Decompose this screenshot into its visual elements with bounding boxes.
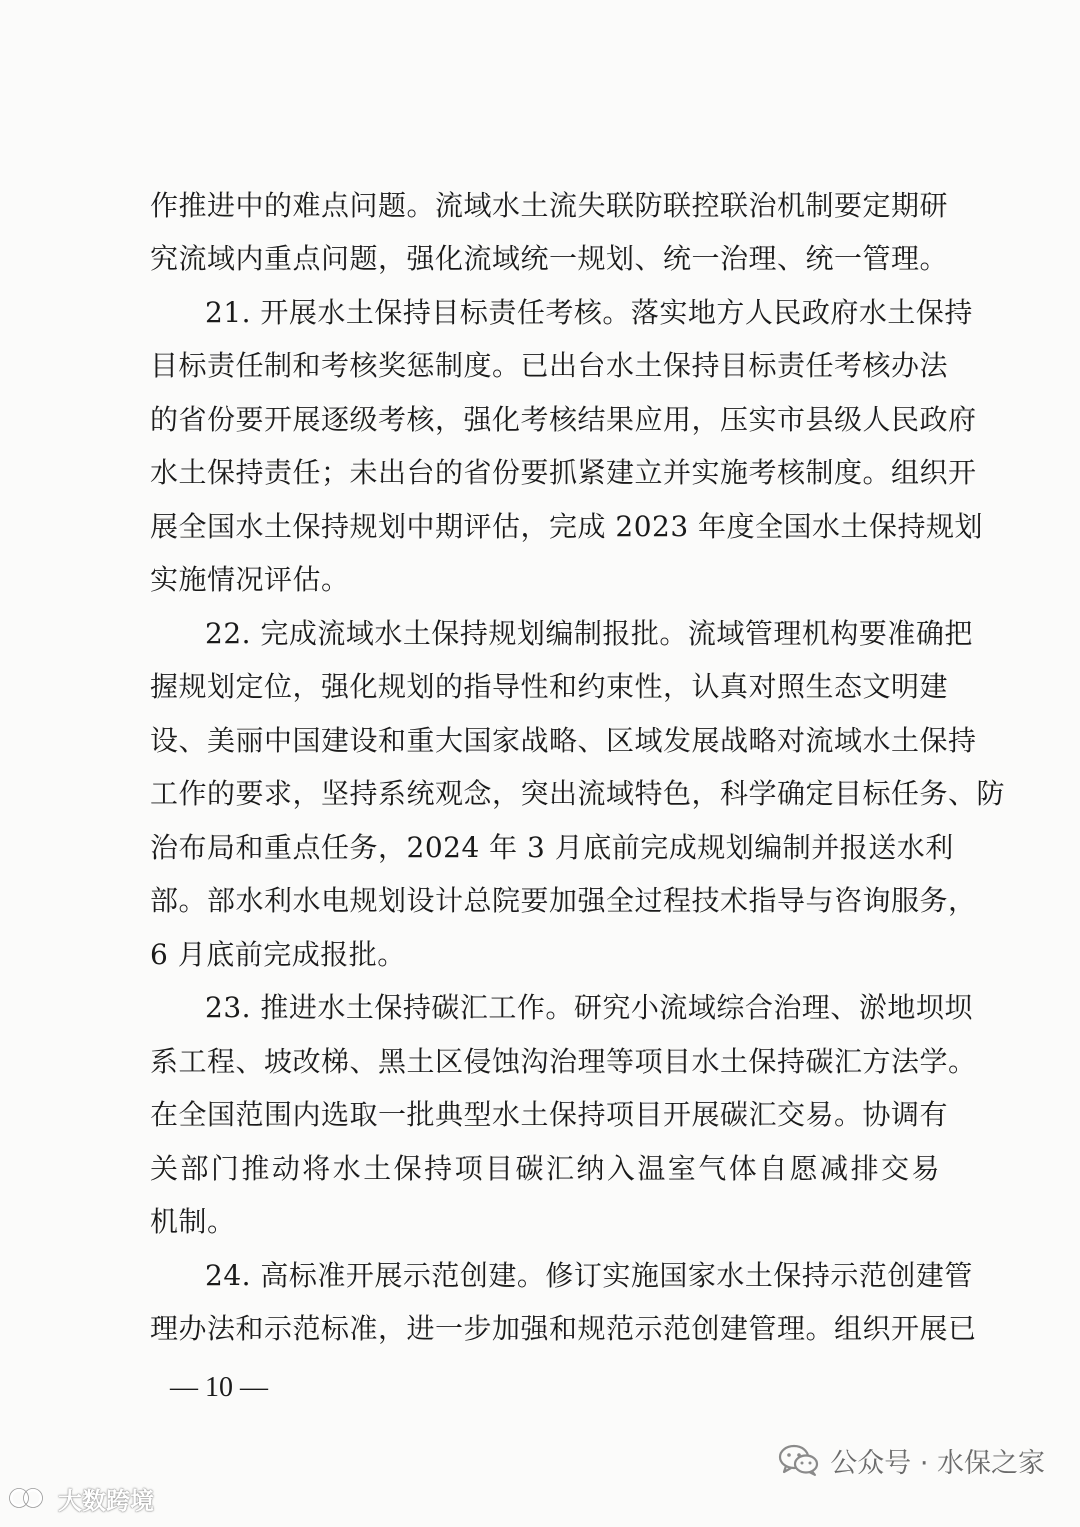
text-line: 设、美丽中国建设和重大国家战略、区域发展战略对流域水土保持 xyxy=(150,724,977,757)
text-line: 治布局和重点任务，2024 年 3 月底前完成规划编制并报送水利 xyxy=(150,831,954,864)
text-line: 究流域内重点问题，强化流域统一规划、统一治理、统一管理。 xyxy=(150,242,949,275)
wechat-icon xyxy=(778,1443,820,1477)
brand-watermark xyxy=(8,1478,154,1518)
text-line: 6 月底前完成报批。 xyxy=(150,938,406,971)
text-line: 机制。 xyxy=(150,1205,236,1238)
text-line: 工作的要求，坚持系统观念，突出流域特色，科学确定目标任务、防 xyxy=(150,777,1006,810)
text-line: 理办法和示范标准，进一步加强和规范示范创建管理。组织开展已 xyxy=(150,1312,977,1345)
text-line: 展全国水土保持规划中期评估，完成 2023 年度全国水土保持规划 xyxy=(150,510,984,543)
text-line: 24. 高标准开展示范创建。修订实施国家水土保持示范创建管 xyxy=(205,1259,973,1292)
text-line: 目标责任制和考核奖惩制度。已出台水土保持目标责任考核办法 xyxy=(150,349,949,382)
brand-logo-icon xyxy=(8,1486,52,1510)
text-line: 22. 完成流域水土保持规划编制报批。流域管理机构要准确把 xyxy=(205,617,973,650)
text-line: 的省份要开展逐级考核，强化考核结果应用，压实市县级人民政府 xyxy=(150,403,977,436)
text-line: 在全国范围内选取一批典型水土保持项目开展碳汇交易。协调有 xyxy=(150,1098,949,1131)
wechat-watermark xyxy=(778,1440,1045,1480)
text-line: 部。部水利水电规划设计总院要加强全过程技术指导与咨询服务， xyxy=(150,884,977,917)
wechat-account-label: 公众号 · 水保之家 xyxy=(830,1447,1045,1479)
text-line: 水土保持责任；未出台的省份要抓紧建立并实施考核制度。组织开 xyxy=(150,456,977,489)
text-line: 实施情况评估。 xyxy=(150,563,350,596)
text-line: 23. 推进水土保持碳汇工作。研究小流域综合治理、淤地坝坝 xyxy=(205,991,973,1024)
text-line: 作推进中的难点问题。流域水土流失联防联控联治机制要定期研 xyxy=(150,189,949,222)
brand-label: 大数跨境 xyxy=(58,1486,154,1515)
text-line: 关部门推动将水土保持项目碳汇纳入温室气体自愿减排交易 xyxy=(150,1152,940,1185)
text-line: 系工程、坡改梯、黑土区侵蚀沟治理等项目水土保持碳汇方法学。 xyxy=(150,1045,977,1078)
text-line: 21. 开展水土保持目标责任考核。落实地方人民政府水土保持 xyxy=(205,296,973,329)
page-number: — 10 — xyxy=(170,1372,268,1403)
text-line: 握规划定位，强化规划的指导性和约束性，认真对照生态文明建 xyxy=(150,670,949,703)
